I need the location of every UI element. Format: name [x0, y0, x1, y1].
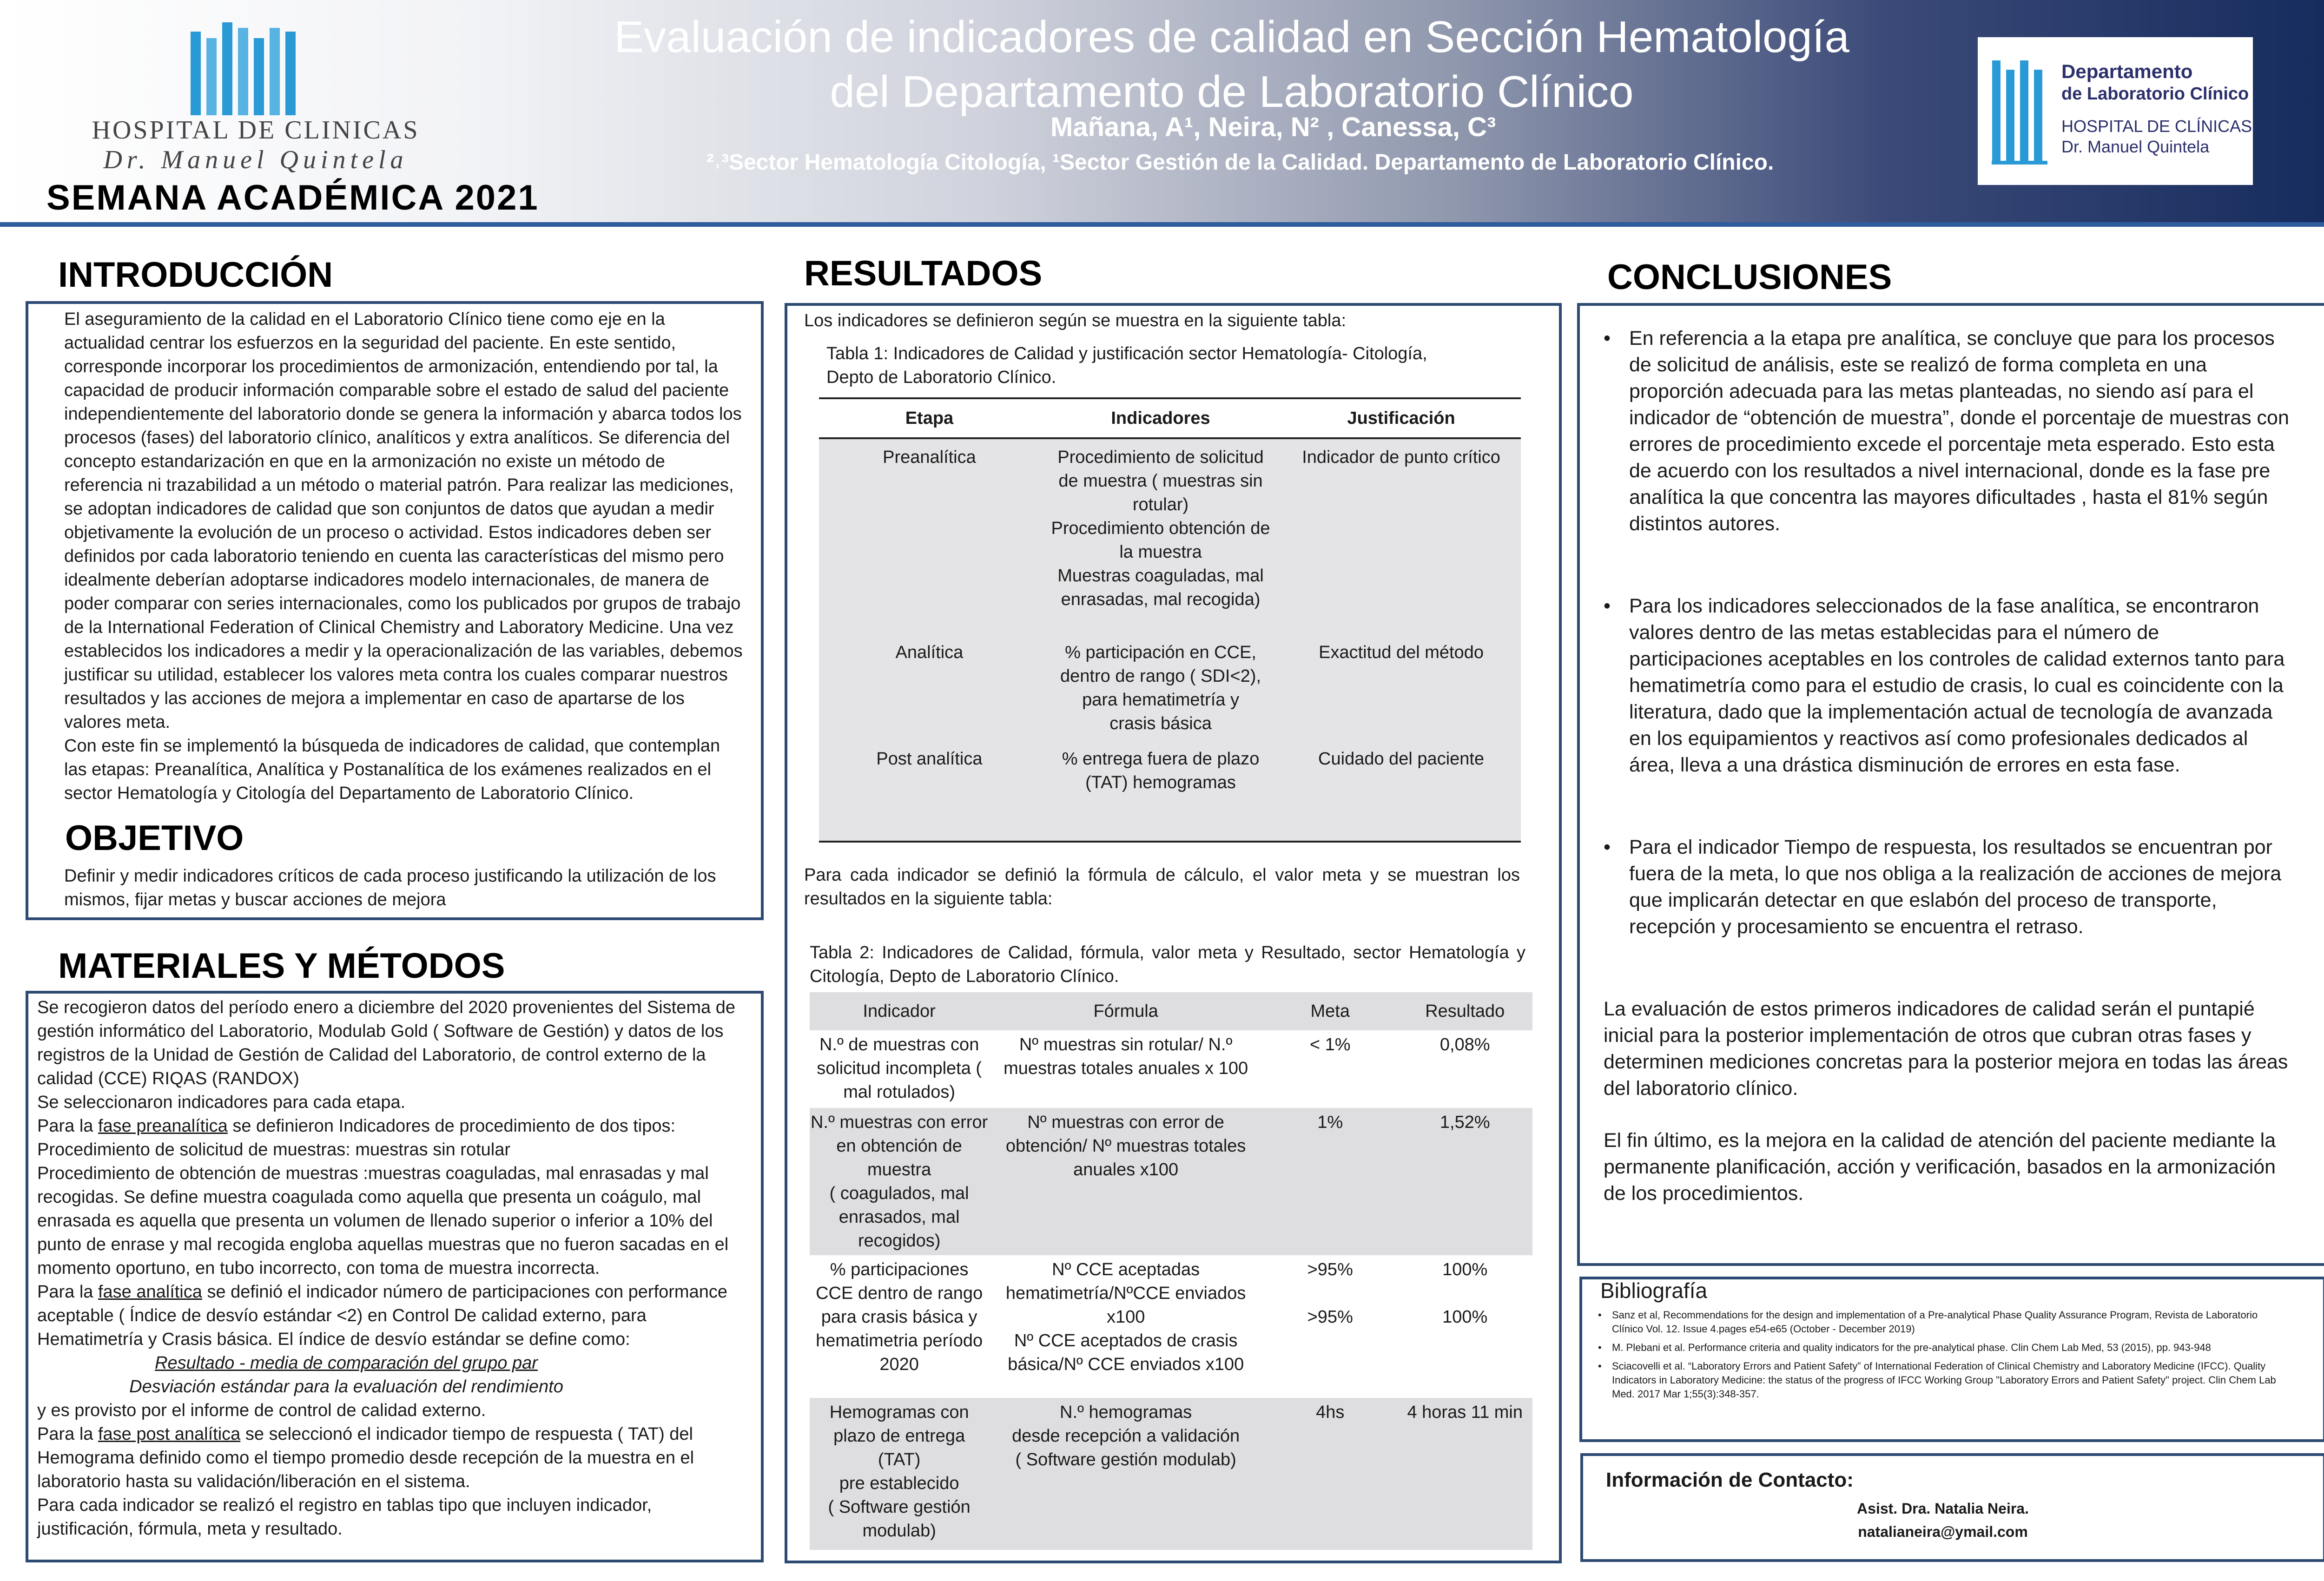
results-title: RESULTADOS	[804, 254, 1043, 293]
conclusions-bullets	[1604, 325, 2291, 940]
table-1-cell: Procedimiento de solicitud de muestra ( muestras sin rotular) Procedimiento obtención de la muestra Muestras coaguladas, mal enrasadas, mal recogida)	[1040, 438, 1281, 634]
methods-p6-post: se definió el indicador número de participaciones con performance aceptable ( Índice de desvío estándar <2) en Control De calidad externo, para Hematimetría y Crasis básica. El índice de desvío estándar se define como:	[37, 1282, 727, 1349]
table-2-cell: 1,52%	[1398, 1108, 1533, 1255]
bibliography-list	[1593, 1308, 2277, 1401]
table-2-cell: N.º de muestras con solicitud incompleta ( mal rotulados)	[817, 1035, 982, 1102]
formula-numerator	[37, 1351, 748, 1375]
contact-name: Asist. Dra. Natalia Neira.	[1857, 1500, 2029, 1517]
table-2-cell: Nº muestras con error de obtención/ Nº muestras totales anuales x100	[989, 1108, 1263, 1255]
table-1-cell: % participación en CCE, dentro de rango ( SDI<2), para hematimetría y crasis básica	[1040, 634, 1281, 741]
methods-p3-link: fase preanalítica	[98, 1116, 228, 1136]
table-row	[819, 634, 1521, 741]
methods-p3-pre: Para la	[37, 1116, 98, 1136]
table-2-cell: 100% 100%	[1442, 1260, 1488, 1327]
intro-paragraph-2: Con este fin se implementó la búsqueda de indicadores de calidad, que contemplan las etapas: Preanalítica, Analítica y Postanalítica de los exámenes realizados en el sector Hematología y Citología del Departamento de Laboratorio Clínico.	[64, 736, 720, 803]
intro-body	[64, 308, 743, 805]
contact-email[interactable]: natalianeira@ymail.com	[1858, 1523, 2028, 1540]
poster-title-line1: Evaluación de indicadores de calidad en Sección Hematología	[614, 12, 1849, 62]
methods-p6-pre: Para la	[37, 1282, 98, 1302]
objective-title: OBJETIVO	[65, 818, 244, 858]
results-intro: Los indicadores se definieron según se muestra en la siguiente tabla:	[804, 311, 1347, 330]
formula-numerator-text: Resultado - media de comparación del grupo par	[155, 1353, 538, 1373]
methods-body	[37, 996, 748, 1541]
department-logo-line4: Dr. Manuel Quintela	[2061, 137, 2210, 156]
table1-caption: Tabla 1: Indicadores de Calidad y justificación sector Hematología- Citología, Depto de Laboratorio Clínico.	[826, 344, 1427, 387]
table-2-cell: 0,08%	[1439, 1035, 1490, 1054]
conclusion-bullet: • En referencia a la etapa pre analítica, se concluye que para los procesos de solicitud de análisis, este se realizó de forma completa en una proporción adecuada para las metas planteadas, no siendo así para el indicador de “obtención de muestra”, donde el porcentaje de muestras con errores de procedimiento excede el porcentaje meta esperado. Esto esta de acuerdo con los resultados a nivel internacional, donde es la fase pre analítica la que concentra las mayores dificultades , hasta el 81% según distintos autores.	[1604, 325, 2291, 537]
table-2-header: Resultado	[1398, 992, 1533, 1030]
intro-title: INTRODUCCIÓN	[58, 255, 333, 295]
hospital-name-line2: Dr. Manuel Quintela	[103, 145, 408, 174]
table-1-cell: Indicador de punto crítico	[1281, 438, 1521, 634]
table-2-header: Indicador	[810, 992, 989, 1030]
methods-p9: Para cada indicador se realizó el registro en tablas tipo que incluyen indicador, justificación, fórmula, meta y resultado.	[37, 1495, 652, 1539]
methods-p3	[37, 1114, 748, 1138]
conclusion-paragraph: La evaluación de estos primeros indicadores de calidad serán el puntapié inicial para la posterior implementación de otros que cubran otras fases y determinen mediciones concretas para la posterior mejora en todas las áreas del laboratorio clínico.	[1604, 998, 2288, 1100]
department-logo	[1978, 37, 2253, 185]
department-logo-line1: Departamento	[2061, 60, 2193, 82]
methods-p8	[37, 1423, 748, 1494]
methods-title: MATERIALES Y MÉTODOS	[58, 946, 505, 986]
table-row	[810, 1030, 1532, 1108]
table-row	[810, 1398, 1532, 1550]
methods-p8-pre: Para la	[37, 1424, 98, 1444]
methods-p5: Procedimiento de obtención de muestras :muestras coaguladas, mal enrasadas y mal recogidas. Se define muestra coagulada como aquella que presenta un coágulo, mal enrasada es aquella que presenta un volumen de llenado superior o inferior a 10% del punto de enrase y mal recogida engloba aquellas muestras que no fueron sacadas en el momento oportuno, en tubo incorrecto, con toma de muestra incorrecta.	[37, 1164, 729, 1278]
methods-p1: Se recogieron datos del período enero a diciembre del 2020 provenientes del Sistema de gestión informático del Laboratorio, Modulab Gold ( Software de Gestión) y datos de los registros de la Unidad de Gestión de Calidad del Laboratorio, de control externo de la calidad (CCE) RIQAS (RANDOX)	[37, 998, 735, 1088]
hospital-name-line1: HOSPITAL DE CLINICAS	[92, 116, 420, 145]
header-divider	[0, 222, 2324, 227]
table-1-header: Justificación	[1281, 398, 1521, 438]
table-2-cell: 4hs	[1263, 1398, 1398, 1550]
table-1-cell: Cuidado del paciente	[1281, 741, 1521, 842]
table-2-cell: Nº CCE aceptadas hematimetría/NºCCE enviados x100 Nº CCE aceptados de crasis básica/Nº CCE enviados x100	[1005, 1260, 1246, 1374]
methods-p6	[37, 1280, 748, 1351]
conclusions-title: CONCLUSIONES	[1607, 257, 1892, 297]
table-row	[810, 1255, 1532, 1398]
bibliography-title: Bibliografía	[1600, 1278, 1708, 1303]
table-1-cell: Analítica	[819, 634, 1040, 741]
methods-p8-post: se seleccionó el indicador tiempo de respuesta ( TAT) del Hemograma definido como el tiempo promedio desde recepción de la muestra en el laboratorio hasta su validación/liberación en el sistema.	[37, 1424, 694, 1491]
objective-text: Definir y medir indicadores críticos de cada proceso justificando la utilización de los mismos, fijar metas y buscar acciones de mejora	[64, 866, 716, 909]
table-2-cell: Nº muestras sin rotular/ N.º muestras totales anuales x 100	[1004, 1035, 1248, 1078]
intro-paragraph: El aseguramiento de la calidad en el Laboratorio Clínico tiene como eje en la actualidad centrar los esfuerzos en la seguridad del paciente. En este sentido, corresponde incorporar los procedimientos de armonización, entendiendo por tal, la capacidad de producir información comparable sobre el estado de salud del paciente independientemente del laboratorio donde se genera la información y abarca todos los procesos (fases) del laboratorio clínico, analíticos y extra analíticos. Se diferencia del concepto estandarización en que en la armonización no existe un método de referencia ni trazabilidad a un método o material patrón. Para realizar las mediciones, se adoptan indicadores de calidad que son conjuntos de datos que ayudan a medir objetivamente la evolución de un proceso o actividad. Estos indicadores deben ser definidos por cada laboratorio teniendo en cuenta las características del mismo pero idealmente deberían adoptarse indicadores modelo internacionales, de manera de poder comparar con series internacionales, como los publicados por grupos de trabajo de la International Federation of Clinical Chemistry and Laboratory Medicine. Una vez establecidos los indicadores a medir y la operacionalización de las variables, debemos justificar su utilidad, establecer los valores meta contra los cuales comparar nuestros resultados y las acciones de mejora a implementar en caso de apartarse de los valores meta.	[64, 310, 743, 732]
table-2-cell: N.º muestras con error en obtención de muestra ( coagulados, mal enrasados, mal recogidos)	[810, 1108, 989, 1255]
bibliography-item: • M. Plebani et al. Performance criteria and quality indicators for the pre-analytical phase. Clin Chem Lab Med, 53 (2015), pp. 943-948	[1593, 1341, 2277, 1355]
table-1-header: Etapa	[819, 398, 1040, 438]
department-logo-icon	[1987, 51, 2057, 172]
methods-p2: Se seleccionaron indicadores para cada etapa.	[37, 1093, 406, 1112]
methods-p6-link: fase analítica	[98, 1282, 202, 1302]
event-title: SEMANA ACADÉMICA 2021	[46, 178, 539, 217]
methods-p4: Procedimiento de solicitud de muestras: muestras sin rotular	[37, 1140, 511, 1159]
table-2-cell: >95% >95%	[1307, 1260, 1353, 1327]
affiliation: ²˒³Sector Hematología Citología, ¹Sector Gestión de la Calidad. Departamento de Laboratorio Clínico.	[706, 150, 1774, 175]
table-2-header: Meta	[1263, 992, 1398, 1030]
formula-denominator: Desviación estándar para la evaluación del rendimiento	[129, 1377, 563, 1397]
table-2-cell: N.º hemogramas desde recepción a validación ( Software gestión modulab)	[989, 1398, 1263, 1550]
table-row	[819, 438, 1521, 634]
methods-p8-link: fase post analítica	[98, 1424, 241, 1444]
table-2	[810, 992, 1532, 1550]
table-1-cell: Exactitud del método	[1281, 634, 1521, 741]
table-1-cell: Post analítica	[819, 741, 1040, 842]
conclusion-bullet: • Para el indicador Tiempo de respuesta, los resultados se encuentran por fuera de la meta, lo que nos obliga a la realización de acciones de mejora que implicarán detectar en que eslabón del proceso de transporte, recepción y procesamiento se encuentra el retraso.	[1604, 834, 2291, 940]
table-1-cell: Preanalítica	[819, 438, 1040, 634]
bibliography-body	[1593, 1308, 2277, 1406]
table-2-header: Fórmula	[989, 992, 1263, 1030]
table-1-header: Indicadores	[1040, 398, 1281, 438]
table2-caption: Tabla 2: Indicadores de Calidad, fórmula, valor meta y Resultado, sector Hematología y Citología, Depto de Laboratorio Clínico.	[810, 943, 1525, 986]
methods-p3-post: se definieron Indicadores de procedimiento de dos tipos:	[227, 1116, 676, 1136]
results-between-text: Para cada indicador se definió la fórmula de cálculo, el valor meta y se muestran los resultados en la siguiente tabla:	[804, 865, 1520, 909]
authors: Mañana, A¹, Neira, N² , Canessa, C³	[1050, 112, 1496, 142]
table-row	[810, 1108, 1532, 1255]
table-2-cell: % participaciones CCE dentro de rango para crasis básica y hematimetria período 2020	[816, 1260, 983, 1374]
bibliography-item: • Sciacovelli et al. “Laboratory Errors and Patient Safety” of International Federation of Clinical Chemistry and Laboratory Medicine (IFCC). Quality Indicators in Laboratory Medicine: the status of the progress of IFCC Working Group "Laboratory Errors and Patient Safety" project. Clin Chem Lab Med. 2017 Mar 1;55(3):348-357.	[1593, 1359, 2277, 1401]
conclusion-bullet: • Para los indicadores seleccionados de la fase analítica, se encontraron valores dentro de las metas establecidas para el número de participaciones aceptables en los controles de calidad externos tanto para hematimetría como para el estudio de crasis, lo cual es coincidente con la literatura, dado que la implementación actual de tecnología de avanzada en los equipamientos y reactivos así como profesionales dedicados al área, lleva a una drástica disminución de errores en esta fase.	[1604, 593, 2291, 778]
poster-title-line2: del Departamento de Laboratorio Clínico	[830, 67, 1634, 117]
table-2-cell: 1%	[1263, 1108, 1398, 1255]
table-1-header-row	[819, 398, 1521, 438]
methods-p7: y es provisto por el informe de control de calidad externo.	[37, 1401, 486, 1420]
contact-title: Información de Contacto:	[1606, 1469, 1854, 1491]
bibliography-item: • Sanz et al, Recommendations for the design and implementation of a Pre-analytical Phase Quality Assurance Program, Revista de Laboratorio Clínico Vol. 12. Issue 4.pages e54-e65 (October - December 2019)	[1593, 1308, 2277, 1336]
conclusions-body	[1604, 325, 2291, 1207]
table-2-cell: Hemogramas con plazo de entrega (TAT) pre establecido ( Software gestión modulab)	[810, 1398, 989, 1550]
table-1-cell: % entrega fuera de plazo (TAT) hemogramas	[1040, 741, 1281, 842]
hospital-logo	[186, 18, 311, 115]
department-logo-line2: de Laboratorio Clínico	[2061, 84, 2249, 104]
table-2-header-row	[810, 992, 1532, 1030]
hospital-logo-icon	[186, 18, 311, 115]
hospital-name	[88, 115, 423, 175]
table-row	[819, 741, 1521, 842]
conclusion-paragraph: El fin último, es la mejora en la calidad de atención del paciente mediante la permanente planificación, acción y verificación, basados en la armonización de los procedimientos.	[1604, 1129, 2276, 1205]
table-2-cell: < 1%	[1309, 1035, 1351, 1054]
table-1	[819, 397, 1521, 843]
department-logo-line3: HOSPITAL DE CLÍNICAS	[2061, 117, 2252, 136]
table-2-cell: 4 horas 11 min	[1398, 1398, 1533, 1550]
